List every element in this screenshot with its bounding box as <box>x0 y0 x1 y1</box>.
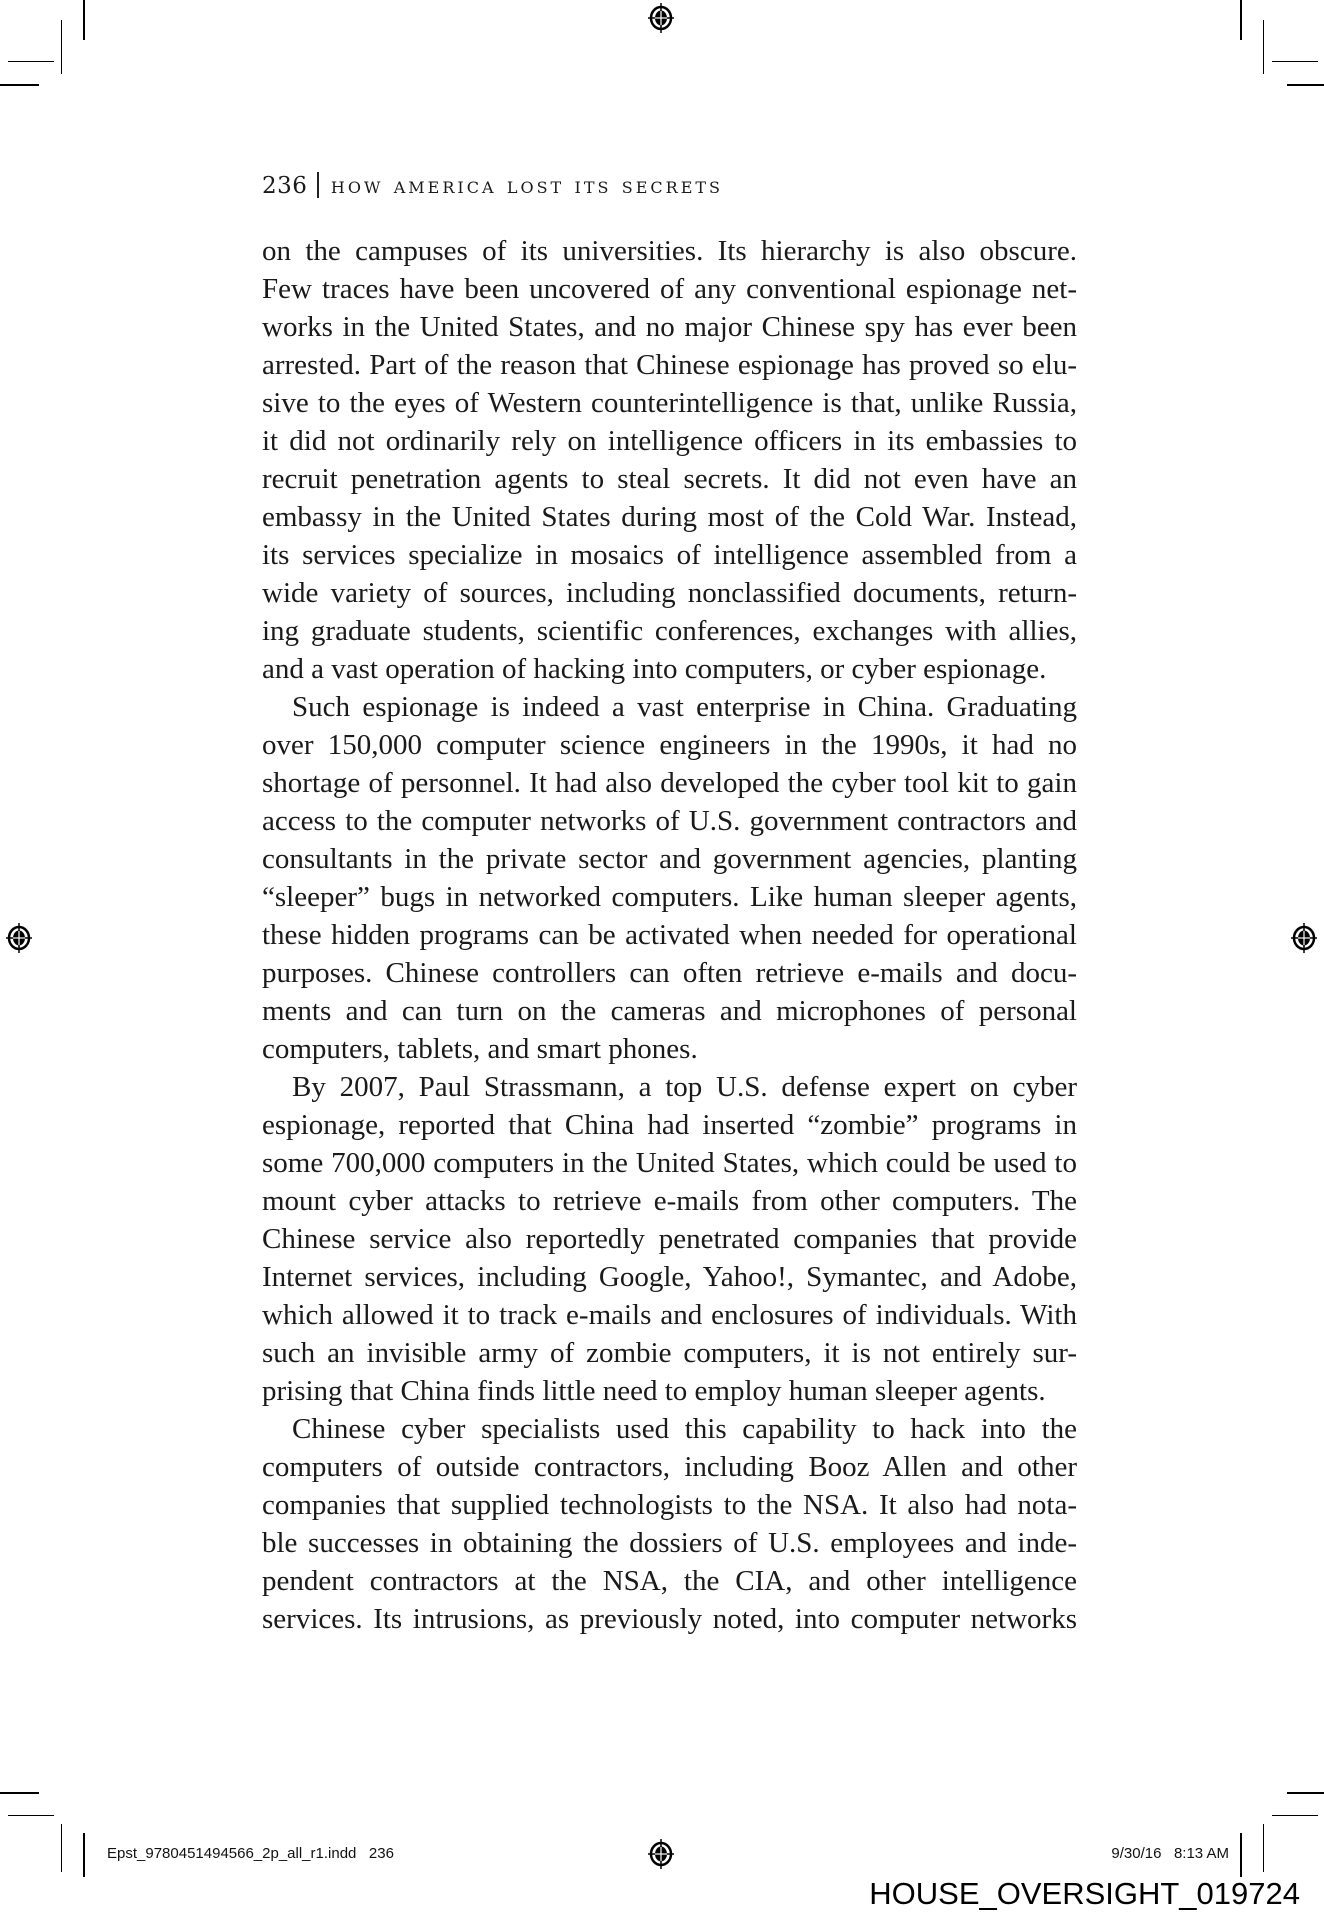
text-line: ments and can turn on the cameras and microphones of personal <box>262 995 1077 1027</box>
crop-mark <box>0 84 39 86</box>
text-line: shortage of personnel. It had also developed the cyber tool kit to gain <box>262 767 1077 799</box>
text-line: such an invisible army of zombie computers, it is not entirely sur- <box>262 1337 1077 1369</box>
crop-mark <box>1240 1833 1242 1877</box>
text-line: purposes. Chinese controllers can often retrieve e-mails and docu- <box>262 957 1077 989</box>
text-line: companies that supplied technologists to the NSA. It also had nota- <box>262 1489 1077 1521</box>
text-line: Internet services, including Google, Yahoo!, Symantec, and Adobe, <box>262 1261 1077 1293</box>
text-line: these hidden programs can be activated when needed for operational <box>262 919 1077 951</box>
text-line: Chinese cyber specialists used this capability to hack into the <box>292 1413 1077 1445</box>
crop-mark <box>1272 1815 1318 1816</box>
paragraph <box>262 1410 1077 1638</box>
running-head <box>262 172 723 199</box>
page-number: 236 <box>262 173 308 199</box>
text-line: wide variety of sources, including nonclassified documents, return- <box>262 577 1077 609</box>
text-line: works in the United States, and no major Chinese spy has ever been <box>262 311 1077 343</box>
text-line: services. Its intrusions, as previously noted, into computer networks <box>262 1603 1077 1635</box>
text-line: embassy in the United States during most of the Cold War. Instead, <box>262 501 1077 533</box>
crop-mark <box>8 61 54 62</box>
text-line: it did not ordinarily rely on intelligence officers in its embassies to <box>262 425 1077 457</box>
text-line: consultants in the private sector and government agencies, planting <box>262 843 1077 875</box>
crop-mark <box>0 1792 39 1794</box>
text-line: over 150,000 computer science engineers in the 1990s, it had no <box>262 729 1077 761</box>
registration-target-icon <box>6 923 32 953</box>
text-line: espionage, reported that China had inserted “zombie” programs in <box>262 1109 1077 1141</box>
text-line: pendent contractors at the NSA, the CIA, and other intelligence <box>262 1565 1077 1597</box>
crop-mark <box>1272 61 1318 62</box>
text-line: Few traces have been uncovered of any conventional espionage net- <box>262 273 1077 305</box>
crop-mark <box>1263 20 1264 74</box>
crop-mark <box>1240 0 1242 40</box>
text-line: recruit penetration agents to steal secrets. It did not even have an <box>262 463 1077 495</box>
crop-mark <box>61 1824 62 1872</box>
paragraph <box>262 1068 1077 1410</box>
crop-mark <box>61 20 62 74</box>
text-line: mount cyber attacks to retrieve e-mails from other computers. The <box>262 1185 1077 1217</box>
text-line: prising that China finds little need to employ human sleeper agents. <box>262 1375 1046 1407</box>
text-line: “sleeper” bugs in networked computers. Like human sleeper agents, <box>262 881 1077 913</box>
text-line: which allowed it to track e-mails and enclosures of individuals. With <box>262 1299 1077 1331</box>
text-line: computers, tablets, and smart phones. <box>262 1033 698 1065</box>
text-line: computers of outside contractors, including Booz Allen and other <box>262 1451 1077 1483</box>
paragraph <box>262 232 1077 688</box>
slug-file-name: Epst_9780451494566_2p_all_r1.indd 236 <box>107 1845 394 1862</box>
crop-mark <box>8 1815 54 1816</box>
text-line: By 2007, Paul Strassmann, a top U.S. defense expert on cyber <box>292 1071 1077 1103</box>
registration-target-icon <box>648 1839 674 1869</box>
text-line: its services specialize in mosaics of intelligence assembled from a <box>262 539 1077 571</box>
paragraph <box>262 688 1077 1068</box>
text-line: and a vast operation of hacking into computers, or cyber espionage. <box>262 653 1047 685</box>
text-line: access to the computer networks of U.S. government contractors and <box>262 805 1077 837</box>
crop-mark <box>83 0 85 40</box>
text-line: sive to the eyes of Western counterintelligence is that, unlike Russia, <box>262 387 1077 419</box>
text-line: ing graduate students, scientific conferences, exchanges with allies, <box>262 615 1077 647</box>
text-line: some 700,000 computers in the United States, which could be used to <box>262 1147 1077 1179</box>
text-line: ble successes in obtaining the dossiers of U.S. employees and inde- <box>262 1527 1077 1559</box>
registration-target-icon <box>1291 923 1317 953</box>
body-text <box>262 232 1077 1638</box>
crop-mark <box>1287 84 1324 86</box>
book-title: how america lost its secrets <box>330 173 724 199</box>
text-line: arrested. Part of the reason that Chinese espionage has proved so elu- <box>262 349 1077 381</box>
bates-number: HOUSE_OVERSIGHT_019724 <box>869 1876 1300 1911</box>
crop-mark <box>83 1833 85 1877</box>
text-line: Chinese service also reportedly penetrated companies that provide <box>262 1223 1077 1255</box>
running-head-divider <box>317 172 319 198</box>
crop-mark <box>1263 1824 1264 1872</box>
crop-mark <box>1287 1792 1324 1794</box>
text-line: on the campuses of its universities. Its hierarchy is also obscure. <box>262 235 1077 267</box>
text-line: Such espionage is indeed a vast enterprise in China. Graduating <box>292 691 1077 723</box>
slug-timestamp: 9/30/16 8:13 AM <box>1111 1845 1229 1862</box>
registration-target-icon <box>648 3 674 33</box>
